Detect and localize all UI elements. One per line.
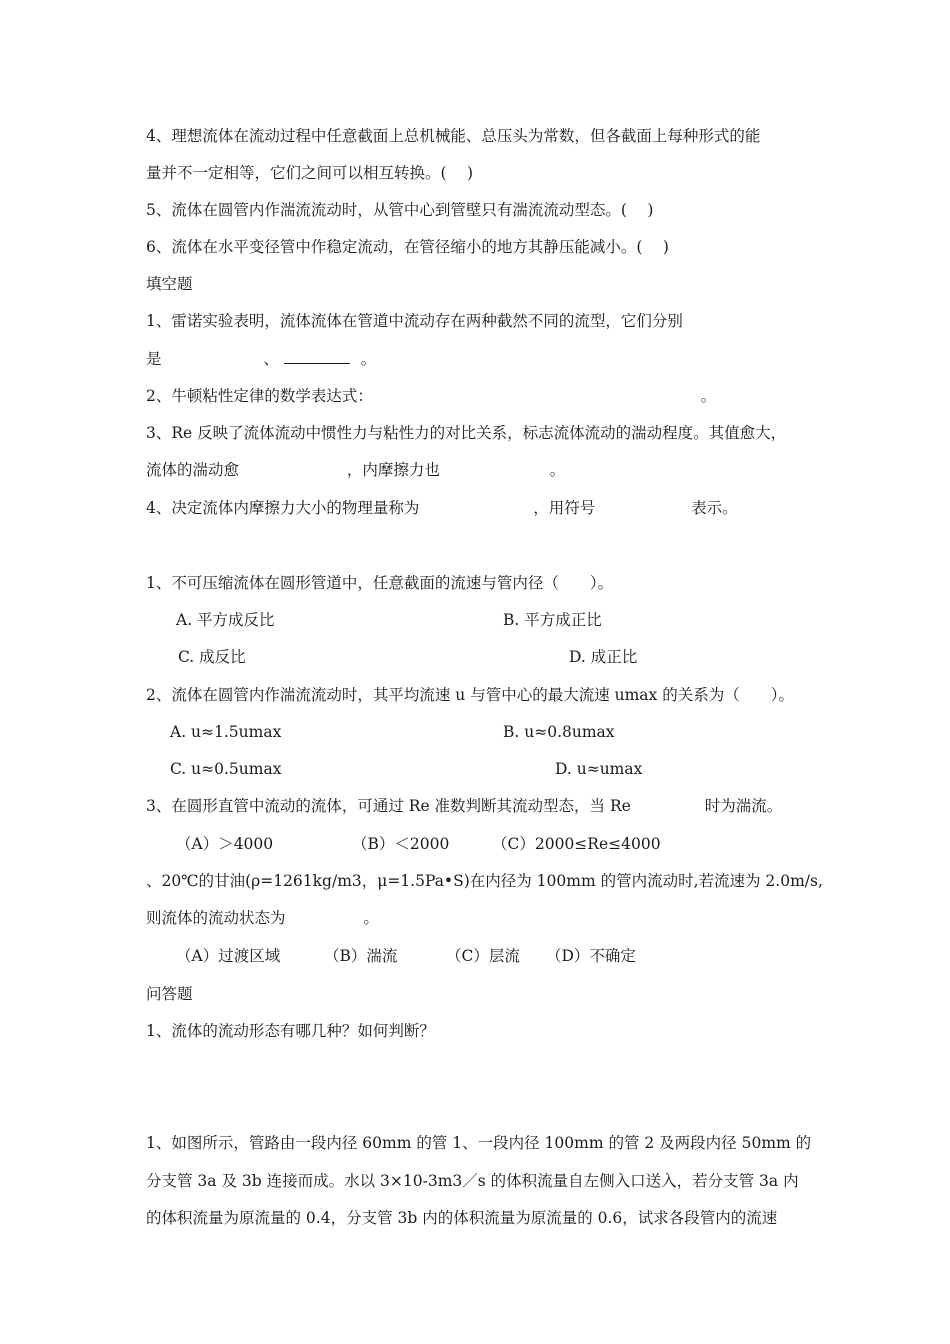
fill-q4 xyxy=(146,498,738,518)
choice-q2-option-c: C. u≈0.5umax xyxy=(170,760,282,778)
fill-q4-text-b: ，用符号 xyxy=(533,499,596,517)
choice-q2-option-b: B. u≈0.8umax xyxy=(503,723,615,741)
choice-q4-line2 xyxy=(146,908,379,928)
choice-q4-option-c: （C）层流 xyxy=(446,947,520,965)
choice-q3-option-a: （A）＞4000 xyxy=(176,835,274,853)
choice-q4-option-d: （D）不确定 xyxy=(546,947,636,965)
choice-q3-text-a: 3、在圆形直管中流动的流体，可通过 Re 准数判断其流动型态，当 Re xyxy=(146,797,631,815)
choice-q1-option-b: B. 平方成正比 xyxy=(503,611,602,629)
choice-q4-option-b: （B）湍流 xyxy=(324,947,398,965)
fill-q3-line1: 3、Re 反映了流体流动中惯性力与粘性力的对比关系，标志流体流动的湍动程度。其值愈大， xyxy=(146,424,787,442)
judgement-q4-line2: 量并不一定相等，它们之间可以相互转换。( ) xyxy=(146,164,474,182)
fill-q3-text-b: ，内摩擦力也 xyxy=(346,461,440,479)
qa-heading: 问答题 xyxy=(146,985,193,1003)
fill-q2 xyxy=(146,386,716,406)
fill-q3-text-a: 流体的湍动愈 xyxy=(146,461,240,479)
fill-q1-text-c: 。 xyxy=(360,350,377,368)
choice-q3-option-c: （C）2000≤Re≤4000 xyxy=(492,835,661,853)
choice-q4-text-a: 则流体的流动状态为 xyxy=(146,909,286,927)
fill-q4-text-c: 表示。 xyxy=(691,499,738,517)
calc-q1-line3: 的体积流量为原流量的 0.4，分支管 3b 内的体积流量为原流量的 0.6，试求各段管内的流速 xyxy=(146,1209,778,1227)
fill-q1-line2 xyxy=(146,349,376,369)
fill-q4-text-a: 4、决定流体内摩擦力大小的物理量称为 xyxy=(146,499,420,517)
fill-q1-text-a: 是 xyxy=(146,350,162,368)
fill-q3-line2 xyxy=(146,460,565,480)
judgement-q4-line1: 4、理想流体在流动过程中任意截面上总机械能、总压头为常数，但各截面上每种形式的能 xyxy=(146,127,761,145)
choice-q1-option-a: A. 平方成反比 xyxy=(176,611,275,629)
choice-q2-option-a: A. u≈1.5umax xyxy=(170,723,282,741)
fill-q3-text-c: 。 xyxy=(549,461,566,479)
choice-q4-option-a: （A）过渡区域 xyxy=(176,947,281,965)
choice-q3-option-b: （B）＜2000 xyxy=(352,835,450,853)
fill-q1-text-b: 、 xyxy=(263,350,279,368)
choice-q2-option-d: D. u≈umax xyxy=(555,760,643,778)
fill-q2-text-b: 。 xyxy=(700,387,717,405)
fill-q2-text-a: 2、牛顿粘性定律的数学表达式： xyxy=(146,387,373,405)
choice-q1: 1、不可压缩流体在圆形管道中，任意截面的流速与管内径（ ）。 xyxy=(146,574,614,592)
calc-q1-line1: 1、如图所示，管路由一段内径 60mm 的管 1、一段内径 100mm 的管 2 及两段内径 50mm 的 xyxy=(146,1134,812,1152)
choice-q3 xyxy=(146,796,782,816)
choice-q4-text-b: 。 xyxy=(363,909,379,927)
choice-q1-option-d: D. 成正比 xyxy=(569,648,638,666)
choice-q3-text-b: 时为湍流。 xyxy=(704,797,783,815)
judgement-q6: 6、流体在水平变径管中作稳定流动，在管径缩小的地方其静压能减小。( ) xyxy=(146,238,669,256)
judgement-q5: 5、流体在圆管内作湍流流动时，从管中心到管壁只有湍流流动型态。( ) xyxy=(146,201,654,219)
qa-q1: 1、流体的流动形态有哪几种？如何判断？ xyxy=(146,1022,435,1040)
fill-blank-heading: 填空题 xyxy=(146,275,193,293)
fill-q1-line1: 1、雷诺实验表明，流体流体在管道中流动存在两种截然不同的流型，它们分别 xyxy=(146,312,683,330)
fill-q1-blank-2 xyxy=(284,349,350,364)
choice-q2: 2、流体在圆管内作湍流流动时，其平均流速 u 与管中心的最大流速 umax 的关系为（ ）。 xyxy=(146,686,794,704)
choice-q4-line1: 、20℃的甘油(ρ=1261kg/m3，μ=1.5Pa•S)在内径为 100mm 的管内流动时,若流速为 2.0m/s, xyxy=(146,872,823,890)
choice-q1-option-c: C. 成反比 xyxy=(178,648,246,666)
calc-q1-line2: 分支管 3a 及 3b 连接而成。水以 3×10-3m3／s 的体积流量自左侧入口送入，若分支管 3a 内 xyxy=(146,1172,799,1190)
